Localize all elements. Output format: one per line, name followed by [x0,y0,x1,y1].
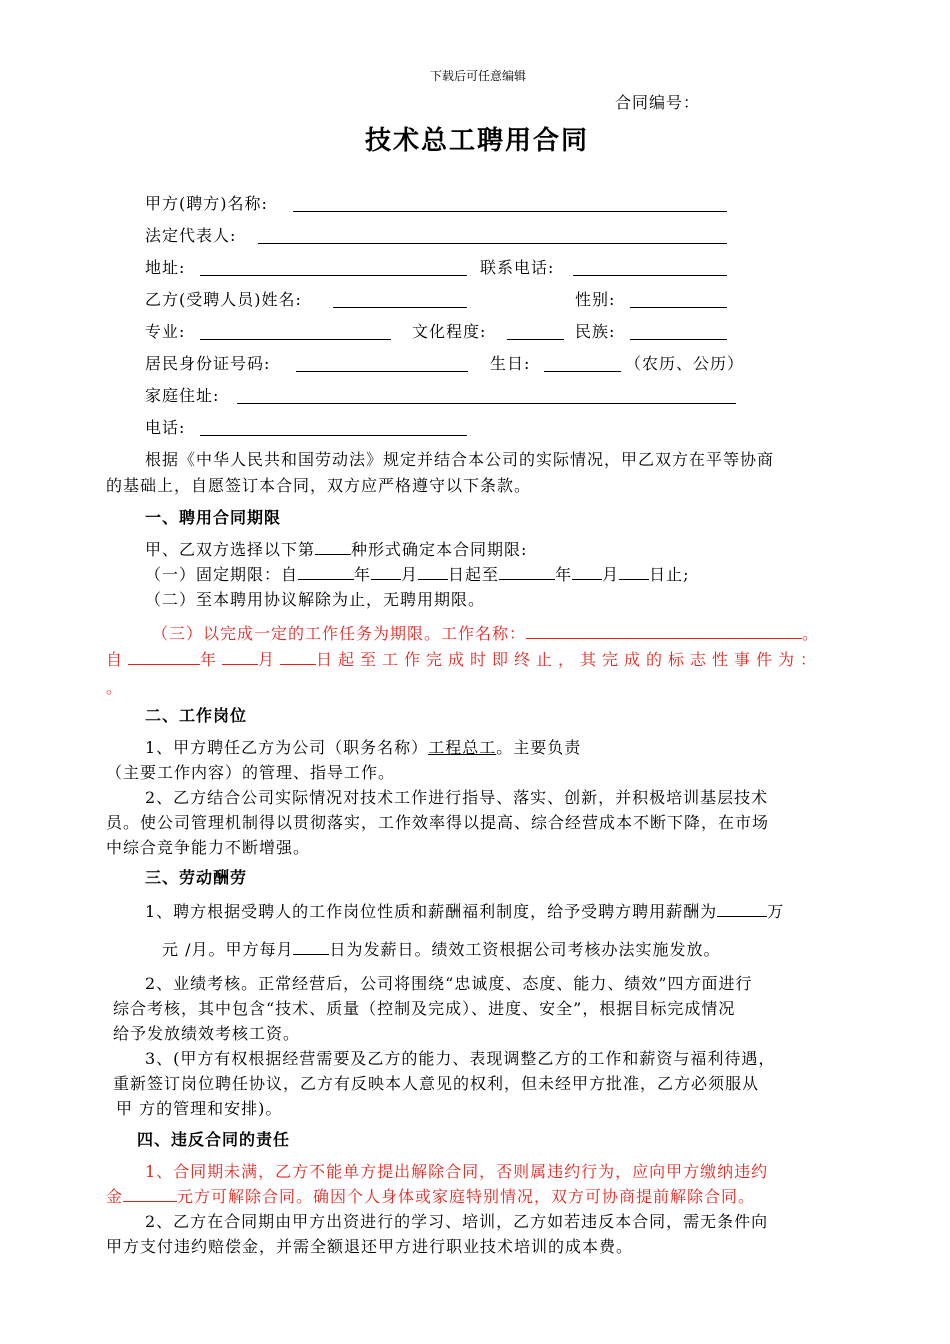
salary-prefix: 1、聘方根据受聘人的工作岗位性质和薪酬福利制度，给予受聘方聘用薪酬为 [145,902,718,921]
task-term-prefix: （三）以完成一定的工作任务为期限。工作名称： [152,624,527,643]
section-2-para-2-line-1: 2、乙方结合公司实际情况对技术工作进行指导、落实、创新，并积极培训基层技术 [145,788,769,807]
position-title: 工程总工 [428,738,497,757]
breach-line-2 [106,1185,755,1209]
intro-line-1: 根据《中华人民共和国劳动法》规定并结合本公司的实际情况，甲乙双方在平等协商 [145,450,775,469]
breach-line-1: 1、合同期未满，乙方不能单方提出解除合同，否则属违约行为，应向甲方缴纳违约 [145,1162,769,1181]
gender-field[interactable] [630,307,727,308]
phone-field[interactable] [200,435,467,436]
salary-unit: 万 [767,902,785,921]
id-number-field[interactable] [296,371,468,372]
birthday-label: 生日: [490,354,531,373]
task-year-text: 年 [200,650,223,669]
section-2-para-2-line-3: 中综合竞争能力不断增强。 [106,838,311,857]
penalty-prefix: 金 [106,1187,124,1206]
major-label: 专业: [145,322,186,341]
start-year-blank[interactable] [298,563,354,580]
task-term-line [152,622,819,646]
end-day-blank[interactable] [619,563,649,580]
section-2-para-2-line-2: 员。使公司管理机制得以贯彻落实，工作效率得以提高、综合经营成本不断下降，在市场 [106,813,770,832]
task-term-end: 。 [802,624,820,643]
salary-amount-blank[interactable] [717,900,767,917]
birthday-field[interactable] [544,371,621,372]
year-text-2: 年 [555,565,573,584]
task-term-line-2 [106,648,822,672]
payday-prefix: 元 /月。甲方每月 [162,940,294,959]
contact-phone-field[interactable] [573,275,727,276]
legal-rep-label: 法定代表人: [145,226,237,245]
legal-rep-field[interactable] [258,243,727,244]
task-month-blank[interactable] [222,648,258,665]
task-month-text: 月 [258,650,281,669]
contact-phone-label: 联系电话: [480,258,555,277]
term-choice-line [145,538,527,562]
address-label: 地址: [145,258,186,277]
address-field[interactable] [200,275,467,276]
salary-line [145,900,784,924]
contract-number-label: 合同编号： [615,93,701,112]
fixed-term-prefix: （一）固定期限：自 [145,565,299,584]
penalty-suffix: 元方可解除合同。确因个人身体或家庭特别情况，双方可协商提前解除合同。 [177,1187,756,1206]
education-label: 文化程度: [412,322,487,341]
gender-label: 性别: [575,290,616,309]
start-month-blank[interactable] [371,563,401,580]
id-number-label: 居民身份证号码: [145,354,271,373]
training-line-1: 2、乙方在合同期由甲方出资进行的学习、培训，乙方如若违反本合同，需无条件向 [145,1212,769,1231]
task-from-text: 自 [106,650,129,669]
year-text: 年 [354,565,372,584]
education-field[interactable] [507,339,564,340]
ethnicity-label: 民族: [575,322,616,341]
home-address-field[interactable] [237,403,736,404]
party-a-name-label: 甲方(聘方)名称: [145,194,268,213]
payday-line [162,938,721,962]
party-a-name-field[interactable] [293,211,727,212]
position-suffix: 。主要负责 [496,738,582,757]
month-text: 月 [401,565,419,584]
payday-blank[interactable] [293,938,329,955]
document-title: 技术总工聘用合同 [365,126,590,156]
fixed-term-line [145,563,690,587]
start-day-blank[interactable] [418,563,448,580]
task-term-line-3: 。 [106,678,124,697]
no-term-line: （二）至本聘用协议解除为止，无聘用期限。 [145,590,486,609]
position-line [145,736,581,760]
party-b-name-label: 乙方(受聘人员)姓名: [145,290,302,309]
adjustment-line-1: 3、(甲方有权根据经营需要及乙方的能力、表现调整乙方的工作和薪资与福利待遇， [145,1049,776,1068]
term-choice-suffix: 种形式确定本合同期限: [351,540,528,559]
position-prefix: 1、甲方聘任乙方为公司（职务名称） [145,738,429,757]
appraisal-line-1: 2、业绩考核。正常经营后，公司将围绕“忠诚度、态度、能力、绩效”四方面进行 [145,974,753,993]
page-header: 下载后可任意编辑 [430,69,527,83]
training-line-2: 甲方支付违约赔偿金，并需全额退还甲方进行职业技术培训的成本费。 [106,1237,634,1256]
section-4-heading: 四、违反合同的责任 [137,1130,291,1149]
end-year-blank[interactable] [499,563,555,580]
task-year-blank[interactable] [128,648,200,665]
calendar-note: （农历、公历） [625,354,745,373]
task-term-middle: 日起至工作完成时即终止，其完成的标志性事件为： [316,650,823,669]
penalty-amount-blank[interactable] [123,1185,177,1202]
term-choice-prefix: 甲、乙双方选择以下第 [145,540,316,559]
section-1-heading: 一、聘用合同期限 [145,508,282,527]
day-end-text: 日止; [649,565,690,584]
section-2-heading: 二、工作岗位 [145,706,248,725]
end-month-blank[interactable] [572,563,602,580]
task-name-blank[interactable] [526,622,802,639]
party-b-name-field[interactable] [333,307,467,308]
phone-label: 电话: [145,418,186,437]
payday-suffix: 日为发薪日。绩效工资根据公司考核办法实施发放。 [329,940,721,959]
task-day-blank[interactable] [280,648,316,665]
day-from-text: 日起至 [448,565,500,584]
intro-line-2: 的基础上，自愿签订本合同，双方应严格遵守以下条款。 [106,476,532,495]
term-choice-blank[interactable] [315,538,351,555]
ethnicity-field[interactable] [630,339,727,340]
adjustment-line-3: 甲 方的管理和安排)。 [116,1099,283,1118]
section-3-heading: 三、劳动酬劳 [145,868,248,887]
home-address-label: 家庭住址: [145,386,220,405]
position-duties-line: （主要工作内容）的管理、指导工作。 [106,763,396,782]
month-text-2: 月 [602,565,620,584]
appraisal-line-3: 给予发放绩效考核工资。 [113,1024,301,1043]
appraisal-line-2: 综合考核，其中包含“技术、质量（控制及完成）、进度、安全”，根据目标完成情况 [113,999,736,1018]
major-field[interactable] [200,339,391,340]
adjustment-line-2: 重新签订岗位聘任协议，乙方有反映本人意见的权利，但未经甲方批准，乙方必须服从 [113,1074,760,1093]
